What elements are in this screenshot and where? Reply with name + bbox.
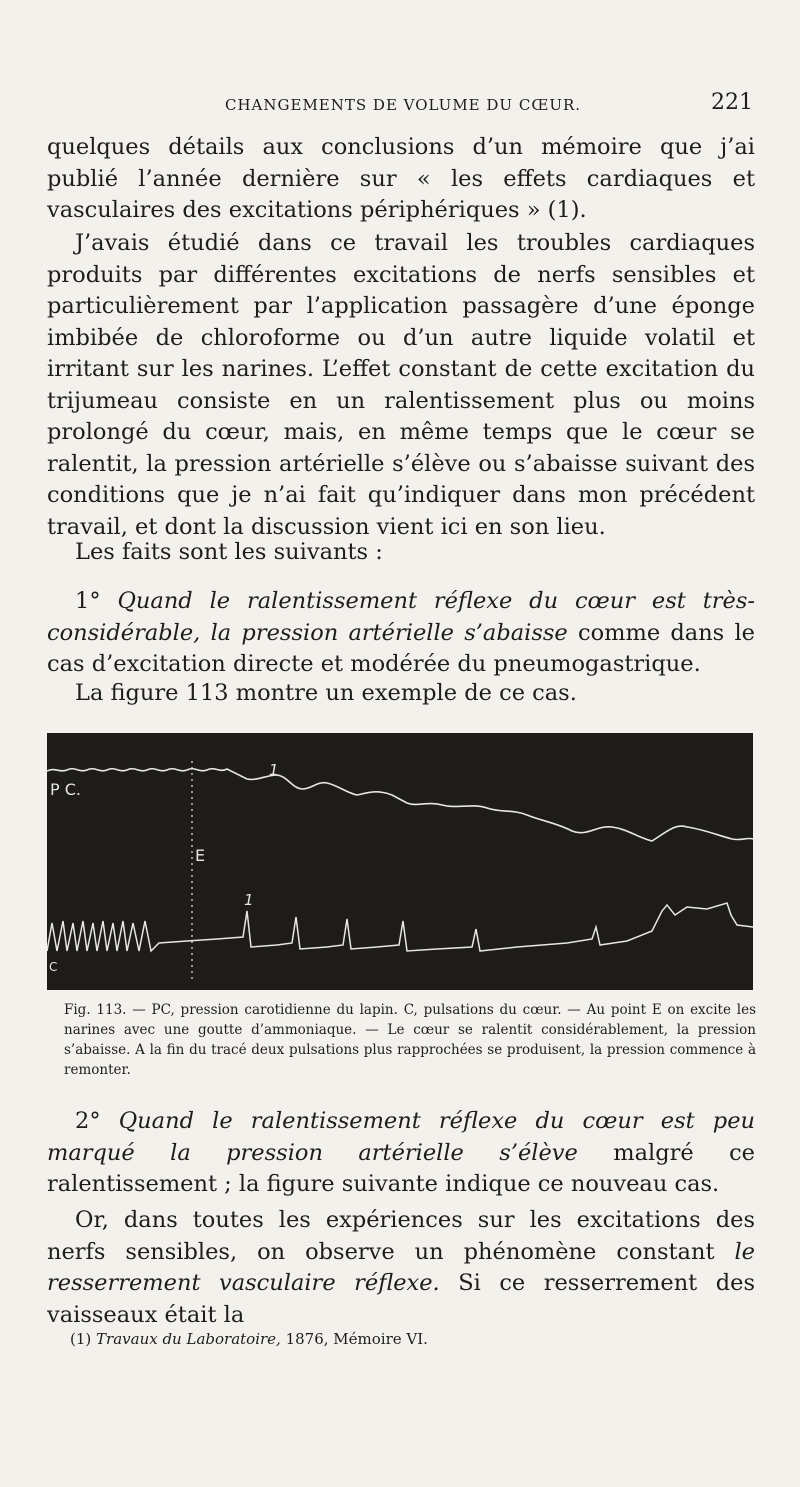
mark-1-pressure: 1: [269, 761, 279, 779]
paragraph-2-text: J’avais étudié dans ce travail les troubles cardiaques produits par différentes excitations de nerfs sensibles et particulièrement par l’application passagère d’une éponge imbibée de chloroforme ou d’un autre liquide volatil et irritant sur les narines. L’effet constant de cette excitation du trijumeau consiste en un ralentissement plus ou moins prolongé du cœur, mais, en même temps que le cœur se ralentit, la pression artérielle s’élève ou s’abaisse suivant des conditions que je n’ai fait qu’indiquer dans mon précédent travail, et dont la discussion vient ici en son lieu.: [47, 230, 755, 540]
paragraph-6: [47, 1106, 755, 1201]
footnote: [70, 1330, 428, 1348]
footnote-number: (1): [70, 1330, 92, 1348]
paragraph-5-text: La figure 113 montre un exemple de ce cas.: [75, 680, 577, 706]
label-c: C: [49, 960, 58, 974]
paragraph-6-rest: malgré ce ralentissement ; la figure suivante indique ce nouveau cas.: [47, 1139, 755, 1197]
paragraph-1: quelques détails aux conclusions d’un mémoire que j’ai publié l’année dernière sur « les effets cardiaques et vasculaires des excitations périphériques » (1).: [47, 134, 755, 223]
paragraph-7-italic: le resserrement vasculaire réflexe.: [47, 1238, 755, 1296]
paragraph-4-number: 1°: [75, 588, 101, 614]
pulse-trace: [47, 903, 753, 951]
paragraph-4: [47, 586, 755, 681]
page-number: 221: [711, 90, 753, 115]
paragraph-3-text: Les faits sont les suivants :: [75, 539, 383, 565]
paragraph-6-italic: Quand le ralentissement réflexe du cœur est peu marqué la pression artérielle s’élève: [47, 1108, 756, 1166]
paragraph-7-rest: Si ce resserrement des vaisseaux était la: [47, 1270, 755, 1328]
paragraph-7: [47, 1205, 755, 1331]
label-pc: P C.: [50, 780, 81, 799]
paragraph-4-italic: Quand le ralentissement réflexe du cœur est très-considérable, la pression artérielle s’abaisse: [47, 588, 755, 646]
footnote-italic: Travaux du Laboratoire,: [96, 1330, 281, 1348]
paragraph-3: [47, 537, 755, 569]
paragraph-5: [47, 678, 755, 710]
figure-caption: Fig. 113. — PC, pression carotidienne du lapin. C, pulsations du cœur. — Au point E on excite les narines avec une goutte d’ammoniaque. — Le cœur se ralentit considérablement, la pression s’abaisse. A la fin du tracé deux pulsations plus rapprochées se produisent, la pression commence à remonter.: [64, 1002, 756, 1078]
label-e: E: [195, 846, 206, 865]
paragraph-2: [47, 228, 755, 543]
paragraph-7-start: Or, dans toutes les expériences sur les excitations des nerfs sensibles, on observe un phénomène constant: [47, 1207, 755, 1265]
footnote-rest: 1876, Mémoire VI.: [285, 1330, 428, 1348]
running-title: CHANGEMENTS DE VOLUME DU CŒUR.: [225, 96, 582, 114]
paragraph-4-rest: comme dans le cas d’excitation directe et modérée du pneumogastrique.: [47, 619, 755, 677]
pressure-trace: [47, 769, 753, 841]
figure-113-tracing: [47, 733, 753, 990]
paragraph-6-number: 2°: [75, 1108, 101, 1134]
mark-1-pulse: 1: [244, 891, 254, 909]
